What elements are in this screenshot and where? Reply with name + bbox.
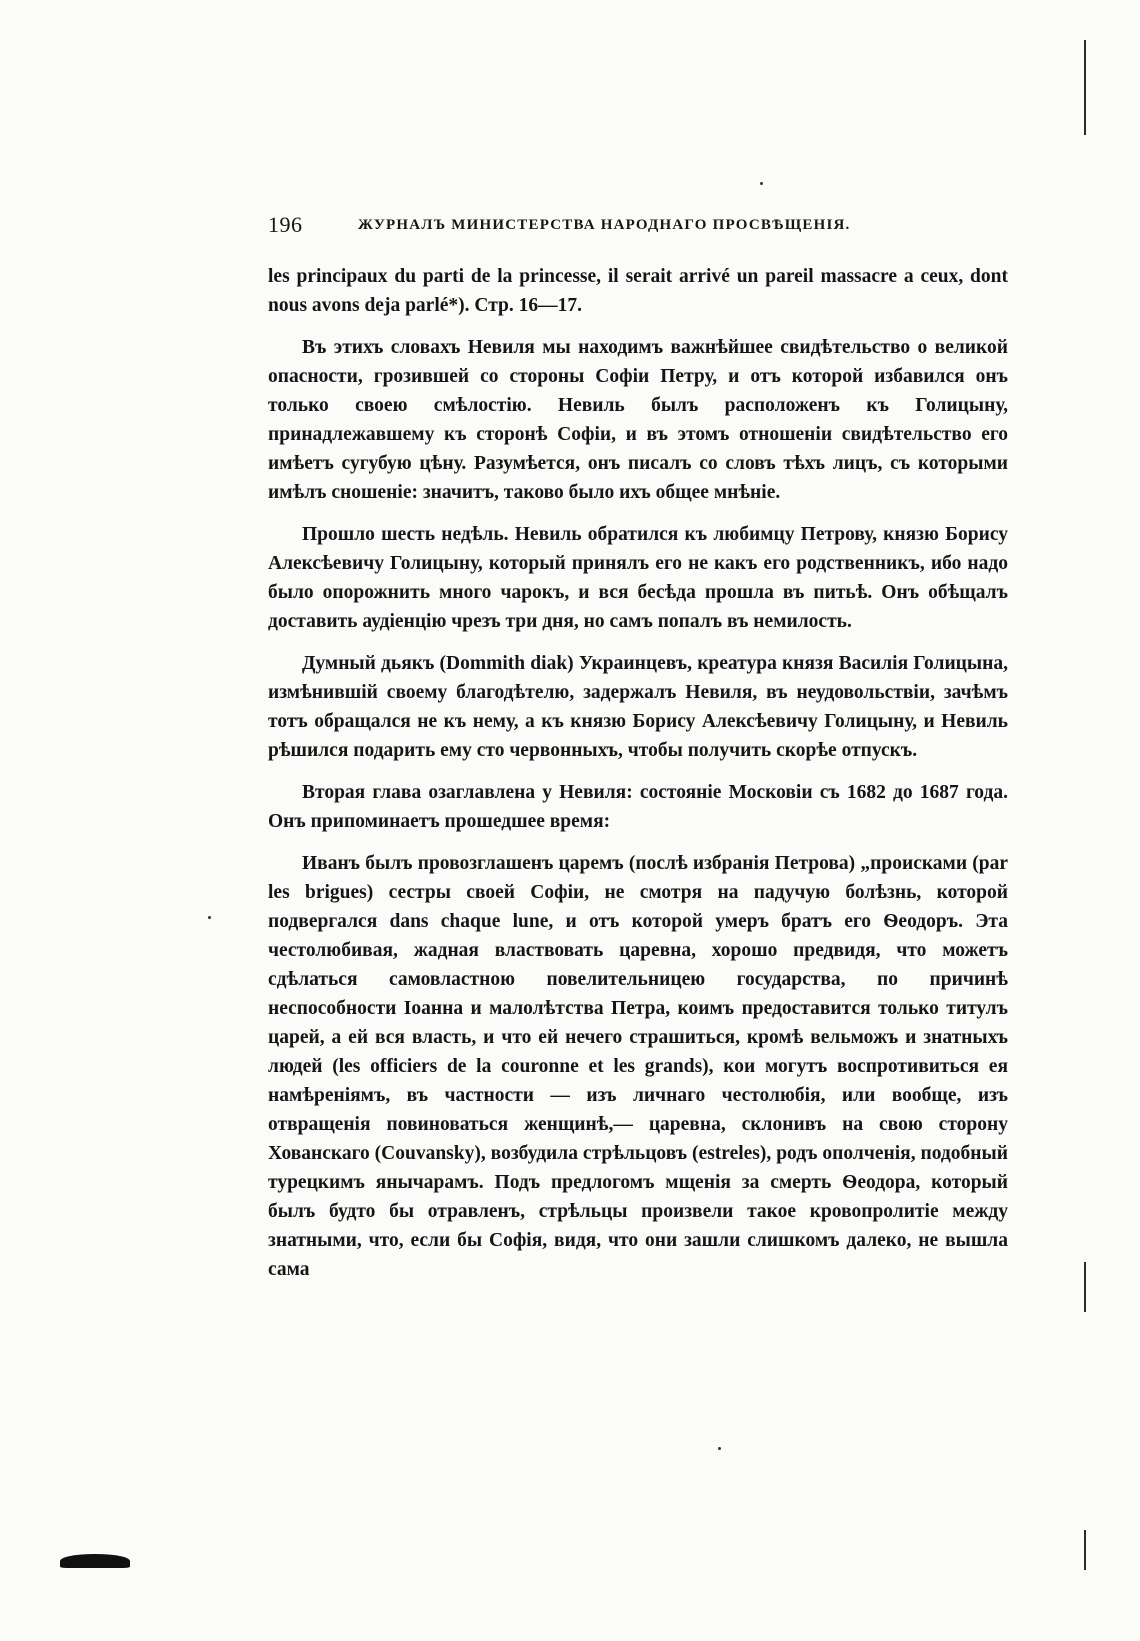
page-number: 196 — [268, 212, 303, 237]
paragraph: Думный дьякъ (Dommith diak) Украинцевъ, креатура князя Василія Голицына, измѣнившій своему благодѣтелю, задержалъ Невиля, въ неудовольствіи, зачѣмъ тотъ обращался не къ нему, а къ князю Борису Алексѣевичу Голицыну, и Невиль рѣшился подарить ему сто червонныхъ, чтобы получить скорѣе отпускъ. — [268, 653, 1008, 761]
paragraph: Вторая глава озаглавлена у Невиля: состояніе Московіи съ 1682 до 1687 года. Онъ припоминаетъ прошедшее время: — [268, 782, 1008, 832]
binding-edge-line — [1084, 1530, 1086, 1570]
body-text — [268, 262, 1008, 1297]
paragraph-continued: les principaux du parti de la princesse, il serait arrivé un pareil massacre a ceux, dont nous avons deja parlé*). Стр. 16—17. — [268, 266, 1008, 316]
scan-speck — [208, 916, 211, 919]
paragraph: Прошло шесть недѣль. Невиль обратился къ любимцу Петрову, князю Борису Алексѣевичу Голицыну, который принялъ его не какъ его родственникъ, ибо надо было опорожнить много чарокъ, и вся бесѣда прошла въ питьѣ. Онъ обѣщалъ доставить аудіенцію чрезъ три дня, но самъ попалъ въ немилость. — [268, 524, 1008, 632]
scan-speck — [718, 1447, 721, 1450]
binding-edge-line — [1084, 40, 1086, 135]
scan-speck — [760, 182, 763, 185]
page-header — [268, 208, 920, 238]
running-title: ЖУРНАЛЪ МИНИСТЕРСТВА НАРОДНАГО ПРОСВѢЩЕНІЯ. — [358, 217, 851, 233]
paragraph: Иванъ былъ провозглашенъ царемъ (послѣ избранія Петрова) „происками (par les brigues) сестры своей Софіи, не смотря на падучую болѣзнь, которой подвергался dans chaque lune, и отъ которой умеръ братъ его Ѳеодоръ. Эта честолюбивая, жадная властвовать царевна, хорошо предвидя, что можетъ сдѣлаться самовластною повелительницею государства, по причинѣ неспособности Іоанна и малолѣтства Петра, коимъ предоставится только титулъ царей, а ей вся власть, и что ей нечего страшиться, кромѣ вельможъ и знатныхъ людей (les officiers de la couronne et les grands), кои могутъ воспротивиться ея намѣреніямъ, въ частности — изъ личнаго честолюбія, или вообще, изъ отвращенія повиноваться женщинѣ,— царевна, склонивъ на свою сторону Хованскаго (Couvansky), возбудила стрѣльцовъ (estreles), родъ ополченія, подобный турецкимъ янычарамъ. Подъ предлогомъ мщенія за смерть Ѳеодора, который былъ будто бы отравленъ, стрѣльцы произвели такое кровопролитіе между знатными, что, если бы Софія, видя, что они зашли слишкомъ далеко, не вышла сама — [268, 853, 1008, 1280]
paragraph: Въ этихъ словахъ Невиля мы находимъ важнѣйшее свидѣтельство о великой опасности, грозившей со стороны Софіи Петру, и отъ которой избавился онъ только своею смѣлостію. Невиль былъ расположенъ къ Голицыну, принадлежавшему къ сторонѣ Софіи, и въ этомъ отношеніи свидѣтельство его имѣетъ сугубую цѣну. Разумѣется, онъ писалъ со словъ тѣхъ лицъ, съ которыми имѣлъ сношеніе: значитъ, таково было ихъ общее мнѣніе. — [268, 337, 1008, 503]
scan-artifact — [60, 1554, 130, 1568]
binding-edge-line — [1084, 1262, 1086, 1312]
